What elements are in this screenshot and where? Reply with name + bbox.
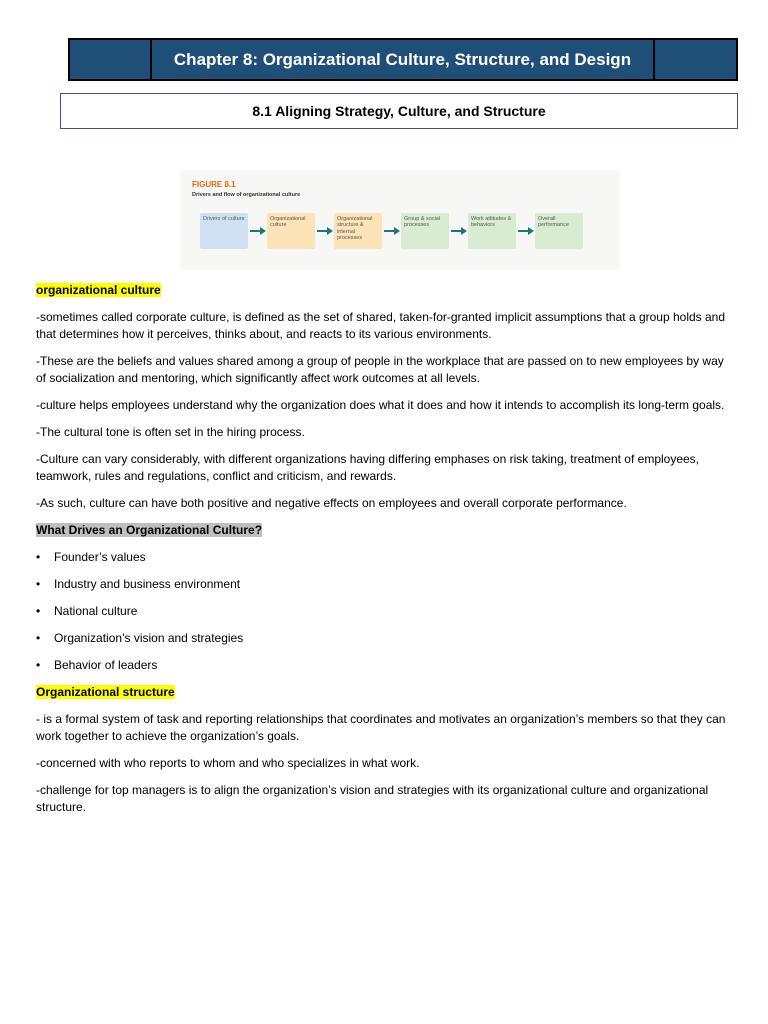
figure-8-1 bbox=[180, 170, 620, 270]
culture-paragraph: -Culture can vary considerably, with different organizations having differing emphases on risk taking, treatment of employees, teamwork, rules and regulations, conflict and criticism, and rewards. bbox=[36, 452, 700, 483]
list-item-text: Industry and business environment bbox=[54, 577, 241, 591]
flow-box-performance: Overall performance bbox=[535, 213, 583, 249]
bullet-icon: • bbox=[36, 631, 41, 645]
bullet-icon: • bbox=[36, 550, 41, 564]
culture-paragraph: -As such, culture can have both positive and negative effects on employees and overall corporate performance. bbox=[36, 496, 627, 510]
chapter-header bbox=[68, 38, 738, 81]
list-item bbox=[36, 657, 736, 674]
drivers-heading-text: What Drives an Organizational Culture? bbox=[36, 523, 263, 537]
list-item bbox=[36, 630, 736, 647]
arrow-icon bbox=[317, 227, 333, 235]
document-body bbox=[36, 282, 736, 826]
structure-paragraph: - is a formal system of task and reporting relationships that coordinates and motivates an organization’s members so that they can work together to achieve the organization’s goals. bbox=[36, 712, 726, 743]
section-title: 8.1 Aligning Strategy, Culture, and Structure bbox=[60, 93, 738, 129]
structure-paragraph: -challenge for top managers is to align the organization’s vision and strategies with its organizational culture and organizational structure. bbox=[36, 783, 709, 814]
drivers-list bbox=[36, 549, 736, 674]
flow-box-work-attitudes: Work attitudes & behaviors bbox=[468, 213, 516, 249]
drivers-heading bbox=[36, 522, 736, 539]
figure-label: FIGURE 8.1 bbox=[192, 180, 236, 189]
figure-caption: Drivers and flow of organizational culture bbox=[192, 192, 301, 198]
list-item-text: National culture bbox=[54, 604, 138, 618]
list-item-text: Organization’s vision and strategies bbox=[54, 631, 244, 645]
culture-paragraph: -The cultural tone is often set in the hiring process. bbox=[36, 425, 305, 439]
culture-paragraph: -sometimes called corporate culture, is defined as the set of shared, taken-for-granted implicit assumptions that a group holds and that determines how it perceives, thinks about, and reacts to its various environments. bbox=[36, 310, 726, 341]
header-right-cell bbox=[653, 40, 736, 79]
list-item bbox=[36, 549, 736, 566]
structure-heading-text: Organizational structure bbox=[36, 685, 175, 699]
chapter-title: Chapter 8: Organizational Culture, Structure, and Design bbox=[173, 49, 632, 69]
header-left-cell bbox=[70, 40, 152, 79]
structure-heading bbox=[36, 684, 736, 701]
org-culture-heading bbox=[36, 282, 736, 299]
flow-box-org-culture: Organizational culture bbox=[267, 213, 315, 249]
structure-paragraph: -concerned with who reports to whom and who specializes in what work. bbox=[36, 756, 420, 770]
list-item-text: Founder’s values bbox=[54, 550, 146, 564]
flow-box-group-social: Group & social processes bbox=[401, 213, 449, 249]
list-item bbox=[36, 603, 736, 620]
culture-paragraph: -These are the beliefs and values shared among a group of people in the workplace that are passed on to new employees by way of socialization and mentoring, which significantly affect work outcomes at all levels. bbox=[36, 354, 724, 385]
bullet-icon: • bbox=[36, 577, 41, 591]
org-culture-heading-text: organizational culture bbox=[36, 283, 161, 297]
flow-box-structure: Organizational structure & internal processes bbox=[334, 213, 382, 249]
list-item bbox=[36, 576, 736, 593]
bullet-icon: • bbox=[36, 658, 41, 672]
culture-paragraph: -culture helps employees understand why the organization does what it does and how it intends to accomplish its long-term goals. bbox=[36, 398, 725, 412]
bullet-icon: • bbox=[36, 604, 41, 618]
flow-box-drivers: Drivers of culture bbox=[200, 213, 248, 249]
list-item-text: Behavior of leaders bbox=[54, 658, 158, 672]
arrow-icon bbox=[451, 227, 467, 235]
arrow-icon bbox=[518, 227, 534, 235]
arrow-icon bbox=[384, 227, 400, 235]
arrow-icon bbox=[250, 227, 266, 235]
